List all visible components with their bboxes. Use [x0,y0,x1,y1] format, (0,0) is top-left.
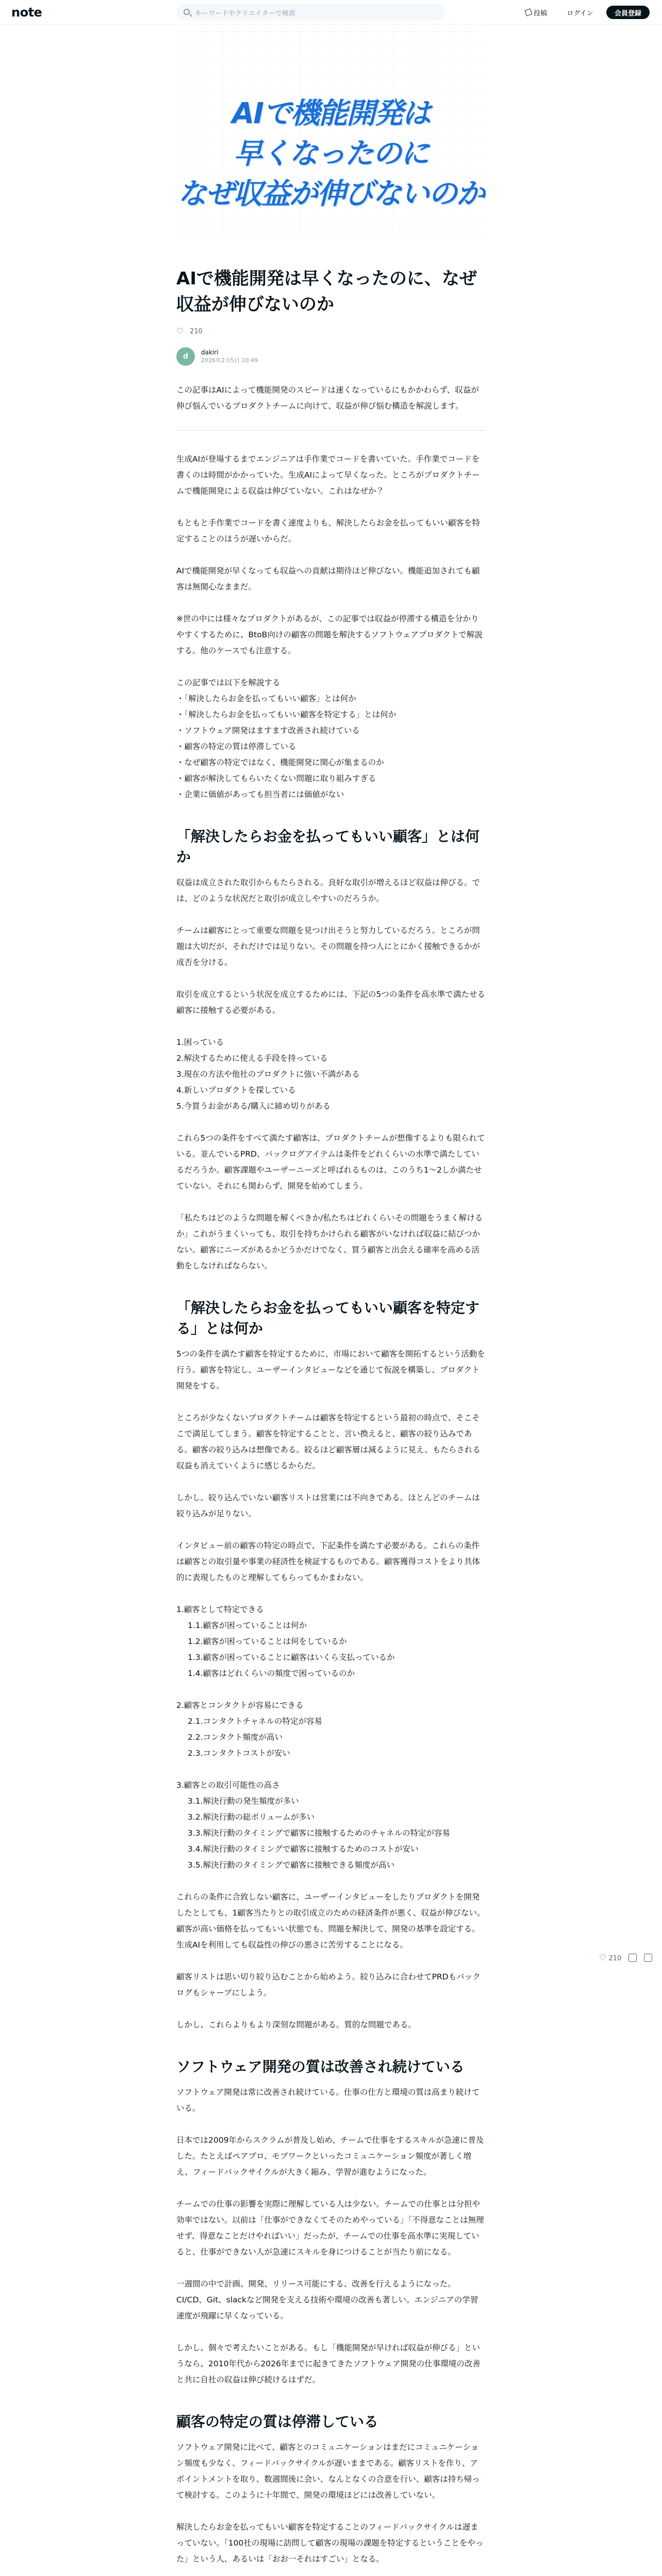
paragraph: 一週間の中で計画、開発、リリース可能にする、改善を行えるようになった。CI/CD、Git、slackなど開発を支える技術や環境の改善も著しい。エンジニアの学習速度が飛躍に早くなっている。 [176,2279,478,2320]
search-icon [184,9,190,15]
list-item: 3.4.解決行動のタイミングで顧客に接触するためのコストが安い [188,1844,419,1854]
section-heading: 「解決したらお金を払ってもいい顧客を特定する」とは何か [176,1299,480,1337]
paragraph: 顧客リストは思い切り絞り込むことから始めよう。絞り込みに合わせてPRDもバックログもシャープにしよう。 [176,1972,481,1997]
paragraph: 生成AIが登場するまでエンジニアは手作業でコードを書いていた。手作業でコードを書くのは時間がかかっていた。生成AIによって早くなった。ところがプロダクトチームで機能開発による収益は伸びていない。これはなぜか？ [176,454,480,496]
list-item: 4.新しいプロダクトを探している [176,1086,296,1095]
hero-line: AIで機能開発は [231,97,431,130]
author-block[interactable] [176,346,486,367]
list-item: 2.1.コンタクトチャネルの特定が容易 [188,1717,322,1726]
paragraph: ところが少なくないプロダクトチームは顧客を特定するという最初の時点で、そこそこで満足してしまう。顧客を特定することと、言い換えると、顧客の絞り込みである。顧客の絞り込みは想像である。絞るほど顧客層は減るように見え、もたらされる収益も消えていくように感じるからだ。 [176,1413,481,1470]
section-heading: ソフトウェア開発の質は改善され続けている [176,2058,465,2075]
toc-item: ・ソフトウェア開発はますます改善され続けている [176,726,360,735]
criteria-group [176,1698,486,1761]
list-item: 3.3.解決行動のタイミングで顧客に接触するためのチャネルの特定が容易 [188,1828,450,1838]
toc-list [176,675,486,803]
login-button[interactable]: ログイン [567,9,593,18]
paragraph: 解決したらお金を払ってもいい顧客を特定することのフィードバックサイクルは遅まっていない。「100社の現場に訪問して顧客の現場の課題を特定するということをやった」という人、あるいは「おお一それはすごい」となる。 [176,2522,484,2564]
paragraph: インタビュー前の顧客の特定の時点で、下記条件を満たす必要がある。これらの条件は顧客との取引量や事業の経済性を検証するものである。顧客獲得コストをより具体的に表現したものと理解してもらってもかまわない。 [176,1541,481,1582]
divider [176,430,486,431]
paragraph: これら5つの条件をすべて満たす顧客は、プロダクトチームが想像するよりも限られている。並んでいるPRD、バックログアイテムは条件をどれくらいの水準で満たしているだろうか。顧客課題やユーザーニーズと呼ばれるものは、このうち1〜2しか満たせていない。それにも関わらず、開発を始めてしまう。 [176,1133,485,1191]
paragraph: もともと手作業でコードを書く速度よりも、解決したらお金を払ってもいい顧客を特定することのほうが遅いからだ。 [176,518,481,544]
register-button[interactable]: 会員登録 [606,6,650,19]
paragraph: ソフトウェア開発は常に改善され続けている。仕事の仕方と環境の質は高まり続けている。 [176,2088,480,2113]
toc-item: ・企業に価値があっても担当者には価値がない [176,790,344,799]
note-logo[interactable]: note [11,5,42,20]
hero-text [176,94,486,214]
criteria-group [176,1777,486,1873]
list-item: 3.5.解決行動のタイミングで顧客に接触できる頻度が高い [188,1860,394,1870]
paragraph: 収益は成立された取引からもたらされる。良好な取引が増えるほど収益は伸びる。では、どのような状況だと取引が成立しやすいのだろうか。 [176,878,481,903]
share-icon[interactable] [628,1954,637,1962]
toc-intro: この記事では以下を解説する [176,678,280,687]
paragraph: これらの条件に合致しない顧客に、ユーザーインタビューをしたりプロダクトを開発したとしても、1顧客当たりとの取引成立のための経済条件が悪く、収益が伸びない。顧客が高い価格を払ってもいい状態でも、問題を解決して、開発の基準を設定する。生成AIを利用しても収益性の伸びの悪さに苦労することになる。 [176,1892,485,1950]
toc-item: ・顧客の特定の質は停滞している [176,742,296,751]
pen-icon [524,8,532,16]
author-name[interactable]: dakiri [201,349,219,356]
paragraph: ※世の中には様々なプロダクトがあるが、この記事では収益が停滞する構造を分かりやすくするために、BtoB向けの顧客の問題を解決するソフトウェアプロダクトで解説する。他のケースでも注意する。 [176,614,483,655]
bookmark-icon[interactable] [644,1954,652,1962]
paragraph: チームでの仕事の影響を実際に理解している人は少ない。チームでの仕事とは分担や効率ではない。以前は「仕事ができなくてそのためやっている」「不得意なことは無理せず、得意なことだけやればいい」だったが、チームでの仕事を高水準に実現していると、仕事ができない人が急速にスキルを身につけることが当たり前になる。 [176,2199,484,2257]
like-summary [176,326,486,337]
list-item: 2.解決するために使える手段を持っている [176,1054,328,1063]
list-item: 1.2.顧客が困っていることは何をしているか [188,1637,347,1646]
like-count: 210 [608,1955,622,1962]
section-heading: 「解決したらお金を払ってもいい顧客」とは何か [176,828,480,866]
condition-list [176,1035,486,1114]
paragraph: 取引を成立するという状況を成立するためには、下記の5つの条件を高水準で満たせる顧客に接触する必要がある。 [176,990,485,1015]
hero-line: なぜ収益が伸びないのか [178,177,484,211]
toc-item: ・なぜ顧客の特定ではなく、機能開発に関心が集まるのか [176,758,384,767]
avatar[interactable]: d [176,347,195,366]
toc-item: ・「解決したらお金を払ってもいい顧客」とは何か [176,694,356,703]
like-count: 210 [190,327,203,335]
search-input[interactable] [176,4,444,21]
paragraph: 5つの条件を満たす顧客を特定するために、市場において顧客を開拓するという活動を行う。顧客を特定し、ユーザーインタビューなどを通じて仮説を構築し、プロダクト開発をする。 [176,1349,485,1391]
like-button[interactable] [599,1953,621,1962]
list-item: 3.顧客との取引可能性の高さ [176,1781,280,1790]
search-placeholder: キーワードやクリエイターで検索 [195,9,295,18]
site-header [0,0,662,25]
list-item: 3.1.解決行動の発生頻度が多い [188,1797,299,1806]
floating-actions [599,1953,652,1962]
list-item: 2.顧客とコンタクトが容易にできる [176,1701,304,1710]
post-date: 2026年2月5日 10:49 [201,357,258,364]
paragraph: しかし、絞り込んでいない顧客リストは営業には不向きである。ほとんどのチームは絞り込みが足りない。 [176,1493,480,1518]
paragraph: 「私たちはどのような問題を解くべきか/私たちはどれくらいその問題をうまく解けるか」これがうまくいっても、取引を持ちかけられる顧客がいなければ収益に結びつかない。顧客にニーズがあるかどうかだけでなく、買う顧客と出会える確率を高める活動をしなければならない。 [176,1213,483,1270]
paragraph: AIで機能開発が早くなっても収益への貢献は期待ほど伸びない。機能追加されても顧客は無関心なままだ。 [176,566,480,591]
intro-text: この記事はAIによって機能開発のスピードは速くなっているにもかかわらず、収益が伸び悩んでいるプロダクトチームに向けて、収益が伸び悩む構造を解説します。 [176,385,479,411]
paragraph: ソフトウェア開発に比べて、顧客とのコミュニケーションはまだにコミュニケーション頻度も少なく、フィードバックサイクルが遅いままである。顧客リストを作り、アポイントメントを取り、数週間後に会い、なんとなくの合意を行い、顧客は持ち帰って検討する。このように十年間で、開発の環境ほどには改善していない。 [176,2443,480,2500]
post-button[interactable] [520,6,553,19]
list-item: 3.現在の方法や他社のプロダクトに強い不満がある [176,1070,360,1079]
section-heading: 顧客の特定の質は停滞している [176,2413,379,2430]
criteria-group [176,1602,486,1682]
list-item: 1.4.顧客はどれくらいの頻度で困っているのか [188,1669,355,1678]
list-item: 1.顧客として特定できる [176,1605,264,1614]
list-item: 1.1.顧客が困っていることは何か [188,1621,307,1630]
hero-image [176,31,486,237]
heart-icon: ♡ [599,1953,607,1962]
list-item: 1.困っている [176,1038,224,1047]
toc-item: ・顧客が解決してもらいたくない問題に取り組みすぎる [176,774,376,783]
toc-item: ・「解決したらお金を払ってもいい顧客を特定する」とは何か [176,710,396,719]
paragraph: 日本では2009年からスクラムが普及し始め、チームで仕事をするスキルが急速に普及した。たとえばペアプロ、モブワークといったコミュニケーション頻度が著しく増え、フィードバックサイクルが大きく縮み、学習が進むようになった。 [176,2136,484,2177]
list-item: 3.2.解決行動の総ボリュームが多い [188,1812,315,1822]
hero-line: 早くなったのに [234,137,428,171]
list-item: 1.3.顧客が困っていることに顧客はいくら支払っているか [188,1653,395,1662]
paragraph: しかし、これらよりもより深刻な問題がある。質的な問題である。 [176,2020,417,2029]
post-label: 投稿 [533,9,547,18]
paragraph: しかし、個々で考えたいことがある。もし「機能開発が早ければ収益が伸びる」というなら、2010年代から2026年までに起きてきたソフトウェア開発の仕事環境の改善と共に自社の収益は伸び続けるはずだ。 [176,2343,481,2384]
article-body [176,266,486,2576]
heart-icon[interactable]: ♡ [176,326,184,336]
list-item: 5.今買うお金がある/購入に締め切りがある [176,1101,331,1111]
list-item: 2.2.コンタクト頻度が高い [188,1733,283,1742]
paragraph: チームは顧客にとって重要な問題を見つけ出そうと努力しているだろう。ところが問題は大切だが、それだけでは足りない。その問題を持つ人にとにかく接触できるかが成否を分ける。 [176,926,481,967]
article-title: AIで機能開発は早くなったのに、なぜ収益が伸びないのか [176,268,477,315]
list-item: 2.3.コンタクトコストが安い [188,1749,290,1758]
